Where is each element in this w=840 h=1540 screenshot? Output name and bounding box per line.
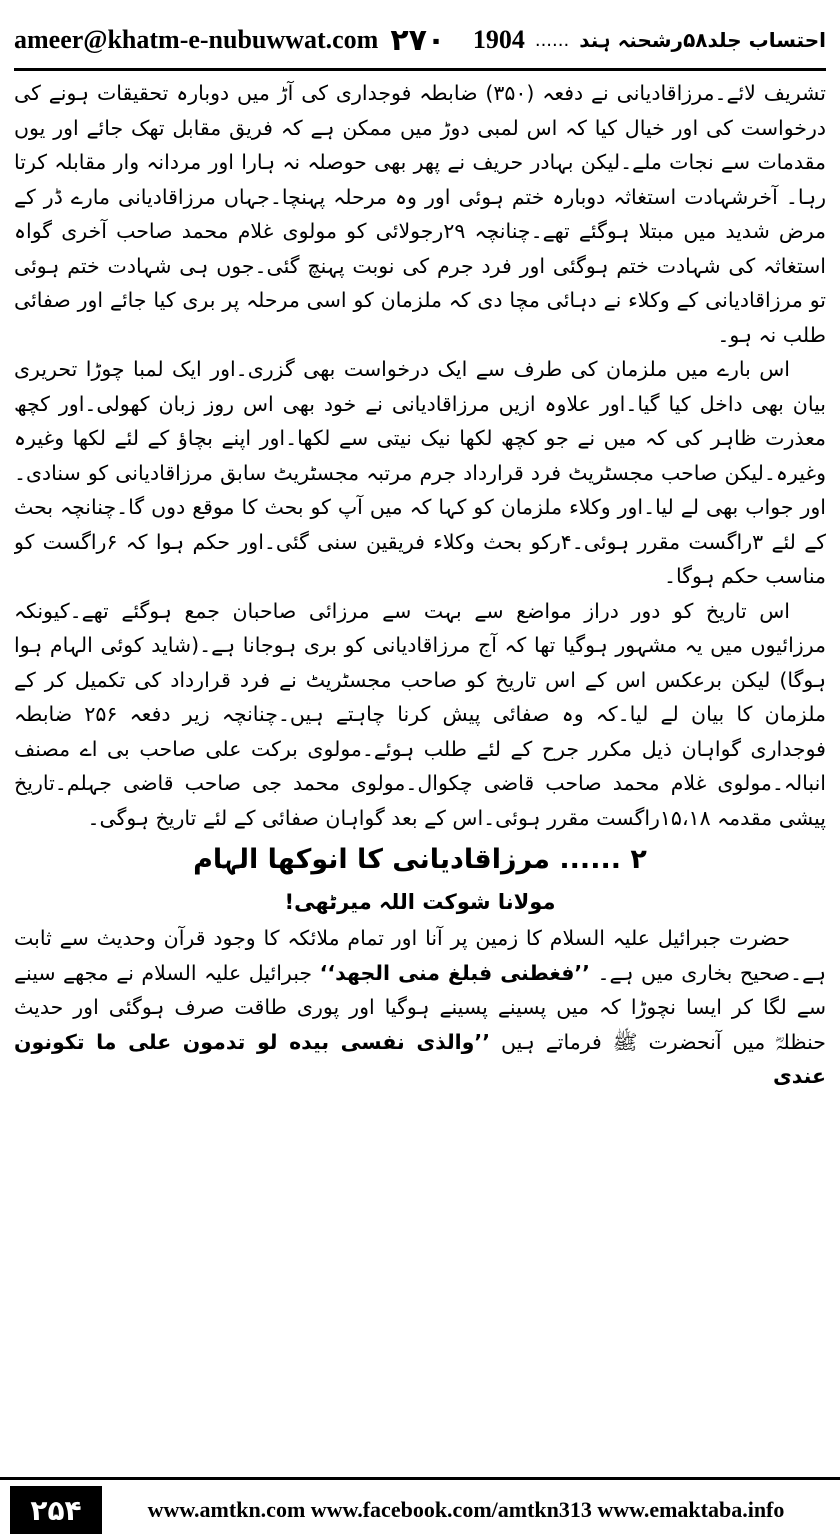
paragraph-3: اس تاریخ کو دور دراز مواضع سے بہت سے مرزائی صاحبان جمع ہوگئے تھے۔کیونکہ مرزائیوں میں یہ مشہور ہوگیا تھا کہ آج مرزاقادیانی کو بری ہوجانا ہے۔(شاید کوئی الہام ہوا ہوگا) لیکن برعکس اس کے اس تاریخ کو صاحب مجسٹریٹ نے فرد قرارداد کی تکمیل کر کے ملزمان کا بیان لے لیا۔کہ وہ صفائی پیش کرنا چاہتے ہیں۔چنانچہ زیر دفعہ ۲۵۶ ضابطہ فوجداری گواہان ذیل مکرر جرح کے لئے طلب ہوئے۔مولوی برکت علی صاحب بی اے مصنف انبالہ۔مولوی غلام محمد صاحب قاضی چکوال۔مولوی محمد جی صاحب قاضی جہلم۔تاریخ پیشی مقدمہ ۱۵،۱۸راگست مقرر ہوئی۔اس کے بعد گواہان صفائی کے لئے تاریخ ہوگی۔: [14, 598, 826, 830]
closing-paragraph: [14, 921, 826, 1094]
footer-page-number: ۲۵۴: [10, 1486, 102, 1534]
header-year: 1904: [472, 25, 525, 54]
header-dots: ......: [534, 29, 570, 51]
header-right: [473, 25, 826, 55]
arabic-quote-1: ’’فغطنی فبلغ منی الجهد‘‘: [319, 960, 590, 985]
footer-links[interactable]: www.amtkn.com www.facebook.com/amtkn313 www.emaktaba.info: [147, 1497, 785, 1522]
page-header: [14, 14, 826, 66]
page-footer: [0, 1477, 840, 1540]
header-title: احتساب جلد۵۸رشحنہ ہند: [579, 28, 826, 52]
paragraph-2: اس بارے میں ملزمان کی طرف سے ایک درخواست بھی گزری۔اور ایک لمبا چوڑا تحریری بیان بھی داخل کیا گیا۔اور علاوہ ازیں مرزاقادیانی نے خود بھی اس روز زبان کھولی۔اور کچھ معذرت ظاہر کی کہ میں نے جو کچھ لکھا نیک نیتی سے لکھا۔اور اپنے بچاؤ کے لئے لکھا وغیرہ وغیرہ۔لیکن صاحب مجسٹریٹ فرد قرارداد جرم مرتبہ مجسٹریٹ سابق مرزاقادیانی کو سنادی۔اور جواب بھی لے لیا۔اور وکلاء ملزمان کو کہا کہ میں آپ کو بحث کا موقع دوں گا۔چنانچہ بحث کے لئے ۳راگست مقرر ہوئی۔۴رکو بحث وکلاء فریقین سنی گئی۔اور حکم ہوا کہ ۶راگست کو مناسب حکم ہوگا۔: [14, 357, 826, 588]
header-rule: [14, 68, 826, 71]
header-email[interactable]: ameer@khatm-e-nubuwwat.com: [14, 25, 379, 54]
page-content: [14, 76, 826, 1476]
section-dots: ......: [559, 844, 621, 875]
paragraph-1: تشریف لائے۔مرزاقادیانی نے دفعہ (۳۵۰) ضابطہ فوجداری کی آڑ میں دوبارہ تحقیقات ہونے کی درخواست کی اور خیال کیا کہ اس لمبی دوڑ میں ممکن ہے کہ فریق مقابل تھک جائے اور یوں مقدمات سے نجات ملے۔لیکن بہادر حریف نے پھر بھی حوصلہ نہ ہارا اور مردانہ وار مقابلہ کرتا رہا۔ آخرشہادت استغاثہ دوبارہ ختم ہوئی اور وہ مرحلہ پہنچا۔جہاں مرزاقادیانی مارے ڈر کے مرض شدید میں مبتلا ہوگئے تھے۔چنانچہ ۲۹رجولائی کو مولوی غلام محمد صاحب آخری گواہ استغاثہ کی شہادت ختم ہوگئی اور فرد جرم کی نوبت پہنچ گئی۔جوں ہی شہادت ختم ہوئی تو مرزاقادیانی کے وکلاء نے دہائی مچا دی کہ ملزمان کو اسی مرحلہ پر بری کیا جائے اور صفائی طلب نہ ہو۔: [14, 81, 826, 347]
section-author: مولانا شوکت اللہ میرٹھی!: [284, 890, 556, 914]
closing-text-middle: جبرائیل علیہ السلام نے مجھے سینے سے لگا کر ایسا نچوڑا کہ میں پسینے پسینے ہوگیا اور پوری طاقت صرف ہوگئی اور حدیث حنظلہؓ میں آنحضرت ﷺ فرماتے ہیں: [14, 960, 826, 1054]
arabic-quote-2: ’’والذی نفسی بیده لو تدمون علی ما تکونون عندی: [14, 1029, 826, 1088]
section-title: مرزاقادیانی کا انوکھا الہام: [193, 844, 551, 875]
header-left: [14, 23, 445, 58]
header-page-number: ۲۷۰: [390, 22, 446, 58]
closing-text-before: حضرت جبرائیل علیہ السلام کا زمین پر آنا اور تمام ملائکہ کا وجود قرآن وحدیث سے ثابت ہے۔صحیح بخاری میں ہے۔: [14, 926, 826, 985]
section-number: ۲: [630, 844, 647, 875]
section-heading: [14, 837, 826, 883]
